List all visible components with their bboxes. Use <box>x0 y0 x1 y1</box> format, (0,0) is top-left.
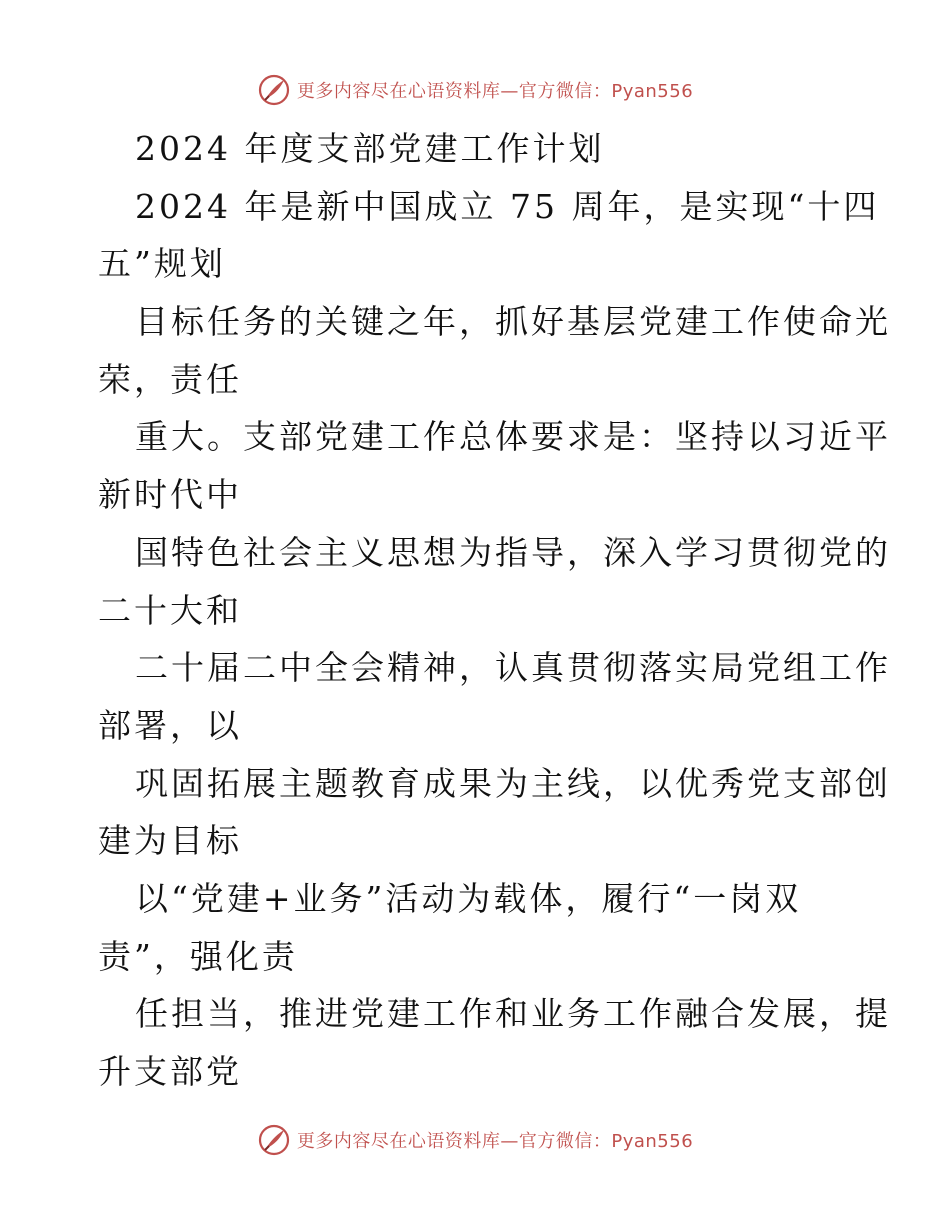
paragraph-line: 责”，强化责 <box>98 936 298 976</box>
paragraph-line: 任担当，推进党建工作和业务工作融合发展，提 <box>135 994 891 1034</box>
paragraph-line: 二十大和 <box>98 590 242 630</box>
quill-pen-logo-icon <box>257 1123 291 1157</box>
paragraph-line: 升支部党 <box>98 1052 242 1091</box>
paragraph-line: 新时代中 <box>98 475 242 515</box>
header-watermark-text: 更多内容尽在心语资料库—官方微信：Pyan556 <box>296 81 694 102</box>
footer-watermark-banner <box>0 1120 950 1160</box>
header-watermark-banner <box>0 70 950 110</box>
quill-pen-logo-icon <box>257 73 291 107</box>
paragraph-line: 重大。支部党建工作总体要求是：坚持以习近平 <box>135 417 891 457</box>
paragraph-line: 建为目标 <box>98 821 242 861</box>
paragraph-line: 部署，以 <box>98 705 242 745</box>
paragraph-line: 目标任务的关键之年，抓好基层党建工作使命光 <box>135 302 891 342</box>
footer-watermark-text: 更多内容尽在心语资料库—官方微信：Pyan556 <box>296 1131 694 1152</box>
document-title: 2024 年度支部党建工作计划 <box>135 129 605 168</box>
paragraph-line: 以“党建+业务”活动为载体，履行“一岗双 <box>135 878 802 918</box>
document-body <box>98 120 891 1101</box>
paragraph-line: 巩固拓展主题教育成果为主线，以优秀党支部创 <box>135 763 891 803</box>
paragraph-line: 2024 年是新中国成立 75 周年，是实现“十四 <box>135 186 880 226</box>
paragraph-line: 五”规划 <box>98 244 226 284</box>
paragraph-line: 国特色社会主义思想为指导，深入学习贯彻党的 <box>135 532 891 572</box>
paragraph-line: 荣，责任 <box>98 359 242 399</box>
paragraph-line: 二十届二中全会精神，认真贯彻落实局党组工作 <box>135 648 891 688</box>
